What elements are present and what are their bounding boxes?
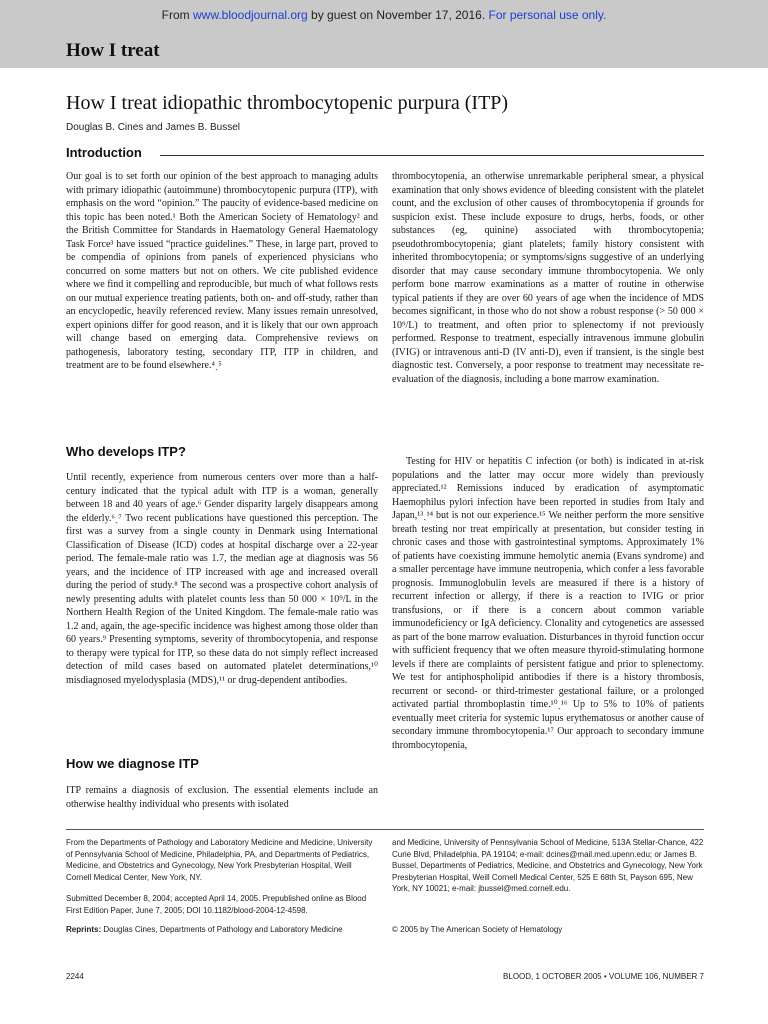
article-title: How I treat idiopathic thrombocytopenic purpura (ITP): [66, 92, 509, 114]
page-number: 2244: [66, 972, 84, 981]
footnote-copyright: © 2005 by The American Society of Hematology: [392, 925, 563, 934]
article-authors: Douglas B. Cines and James B. Bussel: [66, 122, 240, 133]
banner-prefix: From: [161, 8, 193, 22]
journal-site-link[interactable]: www.bloodjournal.org: [192, 8, 308, 22]
footnote-reprints: [66, 924, 378, 936]
banner-middle: by guest on November 17, 2016.: [307, 8, 489, 22]
heading-who-develops: Who develops ITP?: [66, 444, 186, 459]
paragraph-col2-testing: Testing for HIV or hepatitis C infection (or both) is indicated in at-risk populations and the latter may occur more widely than previously appreciated.¹² Remissions induced by eradication of asymptomatic Haemophilus pylori infection have been reported in studies from Italy and Japan,¹³ˎ¹⁴ but is not our experience.¹⁵ We neither perform the more sensitive breath testing nor treat empirically at presentation, but consider testing in chronic cases and those with gastrointestinal symptoms. Approximately 1% of patients have coexisting immune hemolytic anemia (Evans syndrome) and a smaller percentage have immune neutropenia, which confer a less favorable prognosis. Immunoglobulin levels are measured if there is a history of recurrent infection or allergy, if there is a reaction to IVIG or prior transfusions, or if there is a concern about common variable immunodeficiency or IgA deficiency. Clonality and cytogenetics are assessed as part of the bone marrow evaluation. Disturbances in thyroid function occur with sufficient frequency that we often measure thyroid-stimulating hormone levels if there are complaints of persistent fatigue and prior to splenectomy. We test for antiphospholipid antibodies if there is a history thrombosis, recurrent or second- or third-trimester gestational failure, or a prolonged activated partial thromboplastin time.¹⁰ˎ¹⁶ Up to 5% to 10% of patients eventually meet criteria for systemic lupus erythematosus or another cause of secondary immune thrombocytopenia.¹⁷ Our approach to secondary immune thrombocytopenia,: [392, 456, 704, 751]
footnote-submitted: Submitted December 8, 2004; accepted April 14, 2005. Prepublished online as Blood First Edition Paper, June 7, 2005; DOI 10.1182/blood-2004-12-4598.: [66, 894, 367, 915]
access-notice: [0, 8, 768, 22]
heading-rule: [160, 155, 704, 156]
paragraph-col2-diagnostics: thrombocytopenia, an otherwise unremarkable peripheral smear, a physical examination that only shows evidence of bleeding consistent with the platelet count, and the exclusion of other causes of thrombocytopenia if grounds for suspicion exist. These include exposure to drugs, herbs, foods, or other substances (eg, quinine) associated with thrombocytopenia; pseudothrombocytopenia; giant platelets; family history consistent with inherited thrombocytopenia; or symptoms/signs suggestive of an underlying disorder that may cause secondary immune thrombocytopenia. We only perform bone marrow examinations as a matter of routine in otherwise typical patients if they are over 60 years of age when the incidence of MDS becomes significant, in those who do not show a robust response (> 50 000 × 10⁹/L) to treatment, and often prior to splenectomy if not previously performed. Response to treatment, especially intravenous immune globulin (IVIG) or intravenous anti-D (IV anti-D), even if transient, is the single best diagnostic test. Conversely, a poor response to treatment may necessitate re-evaluation of the diagnosis, including a bone marrow examination.: [392, 171, 704, 385]
heading-introduction: Introduction: [66, 145, 142, 160]
reprints-text: Douglas Cines, Departments of Pathology and Laboratory Medicine: [101, 925, 343, 934]
paragraph-who-develops: Until recently, experience from numerous centers over more than a half-century indicated that the typical adult with ITP is a woman, generally between 18 and 40 years of age.⁶ Gender disparity largely disappears among the elderly.⁶ˎ⁷ Two recent publications have questioned this perception. The first was a survey from a single county in Denmark using International Classification of Disease (ICD) codes at hospital discharge over a 22-year period. The female-male ratio was 1.7, the median age at diagnosis was 56 years, and the incidence of ITP increased with age and increased overall during the period of study.⁸ The second was a prospective cohort analysis of newly presenting adults with platelet counts less than 50 000 × 10⁹/L in the Northern Health Region of the United Kingdom. The female-male ratio was 1.2 and, again, the age-specific incidence was highest among those older than 60 years.⁹ Presenting symptoms, severity of thrombocytopenia, and response to therapy were typical for ITP, so these data do not simply reflect increased detection of mild cases based on automated platelet determinations,¹⁰ misdiagnosed myelodysplasia (MDS),¹¹ or drug-dependent antibodies.: [66, 472, 378, 686]
personal-use-link[interactable]: For personal use only.: [488, 8, 607, 22]
section-header: How I treat: [66, 40, 160, 61]
footnote-affiliations: From the Departments of Pathology and Laboratory Medicine and Medicine, University of Pennsylvania School of Medicine, Philadelphia, PA, and Departments of Pediatrics, Medicine, and Obstetrics and Gynecology, New York Presbyterian Hospital, Weill Cornell Medical Center, New York, NY.: [66, 838, 373, 882]
journal-info: BLOOD, 1 OCTOBER 2005 • VOLUME 106, NUMBER 7: [503, 972, 704, 981]
paragraph-diagnose: ITP remains a diagnosis of exclusion. The essential elements include an otherwise healthy individual who presents with isolated: [66, 785, 378, 810]
reprints-label: Reprints:: [66, 925, 102, 934]
heading-diagnose: How we diagnose ITP: [66, 756, 199, 771]
paragraph-introduction: Our goal is to set forth our opinion of the best approach to managing adults with primary idiopathic (autoimmune) thrombocytopenic purpura (ITP), with emphasis on the word “opinion.” The paucity of evidence-based medicine on this topic has been noted.¹ Both the American Society of Hematology² and the British Committee for Standards in Haematology General Haematology Task Force³ have issued “practice guidelines.” These, in large part, proved to be compendia of opinions from panels of experienced physicians who concurred on some matters but not on others. We cite published evidence where we find it compelling and reproducible, but much of what follows rests on our mutual experience treating patients, both on- and off-study, rather than an encyclopedic, heavily referenced review. Many issues remain unresolved, expert opinions differ for good reason, and it is likely that our own approach will change based on emerging data. Comprehensive reviews on pathogenesis, laboratory testing, secondary ITP, ITP in children, and treatment are to be found elsewhere.⁴ˎ⁵: [66, 171, 378, 371]
footnote-rule: [66, 829, 704, 830]
footnote-address: and Medicine, University of Pennsylvania School of Medicine, 513A Stellar-Chance, 422 Curie Blvd, Philadelphia, PA 19104; e-mail: dcines@mail.med.upenn.edu; or James B. Bussel, Departments of Pediatrics, Medicine, and Obstetrics and Gynecology, New York Presbyterian Hospital, Weill Cornell Medical Center, 525 E 68th St, Payson 695, New York, NY 10021; e-mail: jbussel@med.cornell.edu.: [392, 838, 704, 893]
